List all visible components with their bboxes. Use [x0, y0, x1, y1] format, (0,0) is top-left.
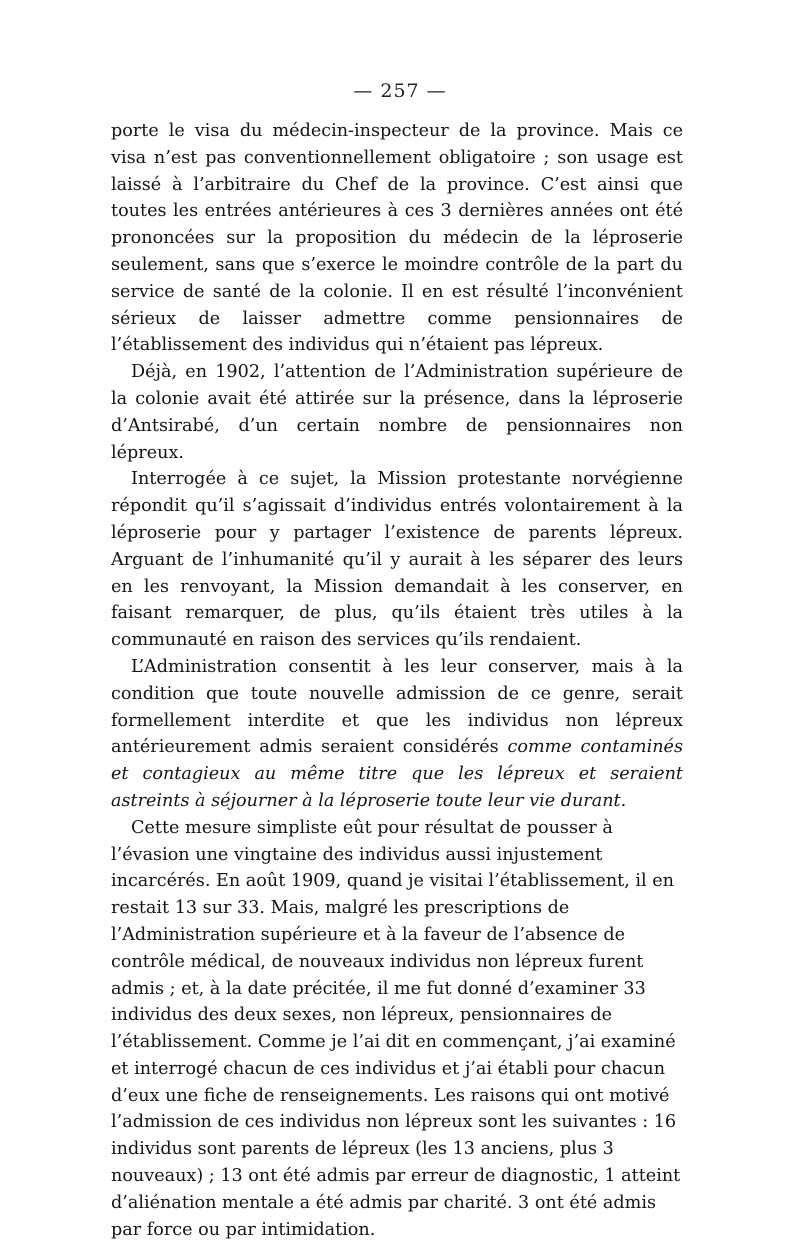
paragraph-4-roman: L’Administration consentit à les leur conserver, mais à la condition que toute nouvelle admission de ce genre, serait formellement interdite et que les individus non lépreux antérieurement admis seraient considérés — [111, 656, 683, 758]
paragraph-2: Déjà, en 1902, l’attention de l’Administration supérieure de la colonie avait été attirée sur la présence, dans la léproserie d’Antsirabé, d’un certain nombre de pensionnaires non lépreux. — [111, 362, 683, 463]
paragraph-3: Interrogée à ce sujet, la Mission protestante norvégienne répondit qu’il s’agissait d’individus entrés volontairement à la léproserie pour y partager l’existence de parents lépreux. Arguant de l’inhumanité qu’il y aurait à les séparer des leurs en les renvoyant, la Mission demandait à les conserver, en faisant remarquer, de plus, qu’ils étaient très utiles à la communauté en raison des services qu’ils rendaient. — [111, 469, 683, 651]
paragraph-1: porte le visa du médecin-inspecteur de la province. Mais ce visa n’est pas conventionnellement obligatoire ; son usage est laissé à l’arbitraire du Chef de la province. C’est ainsi que toutes les entrées antérieures à ces 3 dernières années ont été prononcées sur la proposition du médecin de la léproserie seulement, sans que s’exerce le moindre contrôle de la part du service de santé de la colonie. Il en est résulté l’inconvénient sérieux de laisser admettre comme pensionnaires de l’établissement des individus qui n’étaient pas lépreux. — [111, 121, 683, 356]
paragraph-4 — [111, 654, 683, 815]
body-text — [111, 118, 683, 1243]
paragraph-4-italic: comme contaminés et contagieux au même titre que les lépreux et seraient astreints à séjourner à la léproserie toute leur vie durant. — [111, 737, 683, 811]
paragraph-5: Cette mesure simpliste eût pour résultat de pousser à l’évasion une vingtaine des individus aussi injustement incarcérés. En août 1909, quand je visitai l’établissement, il en restait 13 sur 33. Mais, malgré les prescriptions de l’Administration supérieure et à la faveur de l’absence de contrôle médical, de nouveaux individus non lépreux furent admis ; et, à la date précitée, il me fut donné d’examiner 33 individus des deux sexes, non lépreux, pensionnaires de l’établissement. Comme je l’ai dit en commençant, j’ai examiné et interrogé chacun de ces individus et j’ai établi pour chacun d’eux une fiche de renseignements. Les raisons qui ont motivé l’admission de ces individus non lépreux sont les suivantes : 16 individus sont parents de lépreux (les 13 anciens, plus 3 nouveaux) ; 13 ont été admis par erreur de diagnostic, 1 atteint d’aliénation mentale a été admis par charité. 3 ont été admis par force ou par intimidation. — [111, 817, 681, 1240]
page-number: — 257 — — [353, 80, 447, 102]
